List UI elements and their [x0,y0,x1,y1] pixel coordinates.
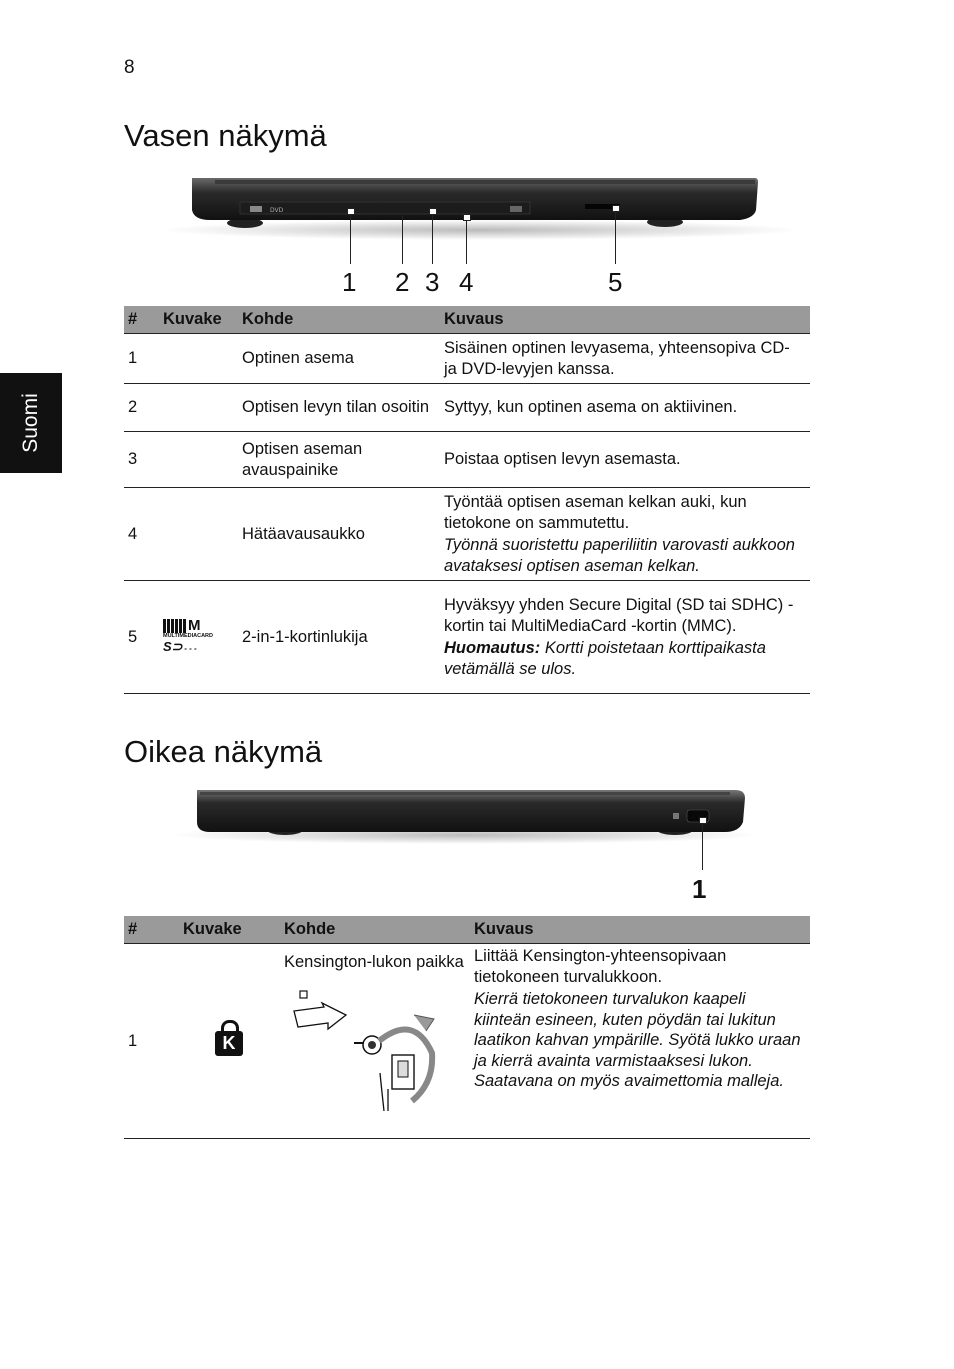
callout-3: 3 [425,267,440,297]
kensington-lock-icon: K [215,1020,243,1056]
col-icon: Kuvake [159,306,238,334]
sd-mmc-icon: M MULTIMEDIACARD S⊃ - - - [163,617,214,654]
laptop-right-side-image [165,780,785,850]
callout-1: 1 [342,267,357,297]
table-row: 5 M MULTIMEDIACARD S⊃ - - - 2-in-1-kortinlukija Hyväksyy yhden Secure Digital (SD tai SDHC) -kortin tai MultiMediaCard -kortin (MMC). Huomautus: Kortti poistetaan korttipaikasta vetämällä se ulos. [124,581,810,694]
page-number: 8 [124,57,135,78]
callout-2: 2 [395,267,410,297]
table-row: 1 Optinen asema Sisäinen optinen levyasema, yhteensopiva CD- ja DVD-levyjen kanssa. [124,334,810,384]
side-tab-label: Suomi [19,393,42,453]
kensington-lock-illustration [284,983,444,1111]
left-view-table [124,306,810,694]
table-header-row [124,916,810,944]
col-number: # [124,916,178,944]
col-description: Kuvaus [440,306,810,334]
callout-4: 4 [459,267,474,297]
laptop-left-side-image [150,170,800,260]
table-header-row [124,306,810,334]
callout-5: 5 [608,267,623,297]
left-view-title: Vasen näkymä [124,118,327,153]
table-row: 4 Hätäavausaukko Työntää optisen aseman kelkan auki, kun tietokone on sammutettu. Työnnä suoristettu paperiliitin varovasti aukkoon avataksesi optisen aseman kelkan. [124,488,810,581]
side-tab [0,373,62,473]
right-view-title: Oikea näkymä [124,734,323,769]
col-description: Kuvaus [470,916,810,944]
table-row: 1 K Kensington-lukon paikka Liittää Kensington-yhteensopivaan tietokoneen turvalukkoon. Kierrä tietokoneen turvalukon kaapeli kiinteän esineen, kuten pöydän tai lukitun laatikon kahvan ympärille. Syötä lukko uraan ja kierrä avainta varmistaaksesi lukon. Saatavana on myös avaimettomia malleja. [124,944,810,1139]
callout-right-1: 1 [692,874,707,904]
col-number: # [124,306,159,334]
svg-text:DVD: DVD [270,207,284,214]
col-icon: Kuvake [178,916,280,944]
col-item: Kohde [238,306,440,334]
right-view-table [124,916,810,1139]
table-row: 3 Optisen aseman avauspainike Poistaa optisen levyn asemasta. [124,432,810,488]
col-item: Kohde [280,916,470,944]
table-row: 2 Optisen levyn tilan osoitin Syttyy, kun optinen asema on aktiivinen. [124,384,810,432]
